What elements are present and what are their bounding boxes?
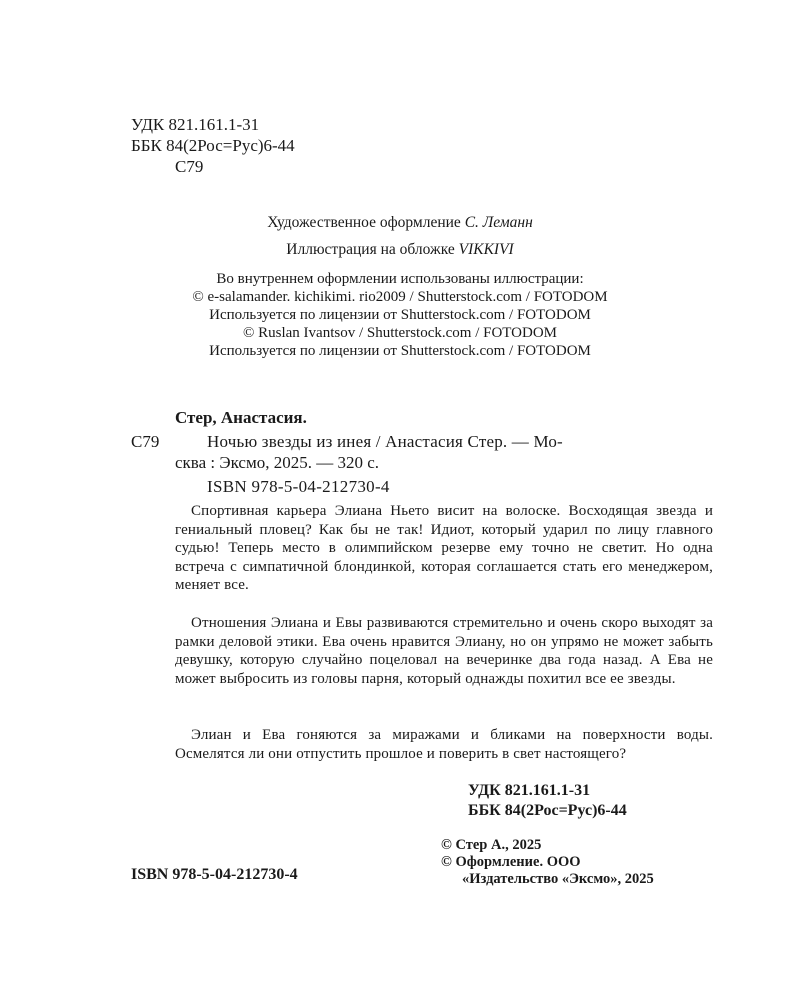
catalog-author: Стер, Анастасия. [175,408,307,427]
udk-code: УДК 821.161.1-31 [131,115,260,134]
catalog-title-line2: сква : Эксмо, 2025. — 320 с. [175,453,380,472]
design-credit [0,214,800,232]
illustration-credit-line: Используется по лицензии от Shutterstock.com / FOTODOM [209,343,591,359]
bottom-udk-code: УДК 821.161.1-31 [468,782,591,799]
designer-name: С. Леманн [464,214,533,231]
copyright-author: © Стер А., 2025 [441,837,542,853]
footer-isbn: ISBN 978-5-04-212730-4 [131,866,298,883]
copyright-design: © Оформление. ООО [441,854,581,870]
design-credit-prefix: Художественное оформление [267,214,465,231]
copyright-publisher: «Издательство «Эксмо», 2025 [462,871,654,887]
annotation-paragraph: Спортивная карьера Элиана Ньето висит на волоске. Восходящая звезда и гениальный пловец? Как бы не так! Идиот, который ударил по лицу главного судью! Теперь место в олимпийском резерве ему точно не светит. Но одна встреча с симпатичной блондинкой, которая соглашается стать его менеджером, меняет все. [175,503,713,594]
catalog-code: С79 [131,432,160,451]
illustration-credit-line: Используется по лицензии от Shutterstock.com / FOTODOM [209,307,591,323]
illustration-credit-line: © Ruslan Ivantsov / Shutterstock.com / FOTODOM [242,325,558,341]
catalog-title-line1: Ночью звезды из инея / Анастасия Стер. — Мо- [207,432,563,451]
illustration-credits [0,270,800,360]
bottom-bbk-code: ББК 84(2Рос=Рус)6-44 [468,802,627,819]
cover-artist-name: VIKKIVI [458,241,514,258]
annotation-paragraph: Отношения Элиана и Евы развиваются стремительно и очень скоро выходят за рамки деловой этики. Ева очень нравится Элиану, но он упрямо не может забыть девушку, которую случайно поцеловал на вечеринке два года назад. А Ева не может выбросить из головы парня, который однажды похитил все ее звезды. [175,615,713,687]
annotation-paragraph: Элиан и Ева гоняются за миражами и бликами на поверхности воды. Осмелятся ли они отпустить прошлое и поверить в свет настоящего? [175,727,713,762]
illustration-credit-line: © e-salamander. kichikimi. rio2009 / Shutterstock.com / FOTODOM [192,289,608,305]
catalog-isbn: ISBN 978-5-04-212730-4 [207,477,390,496]
author-mark: С79 [175,157,204,176]
cover-credit [0,241,800,259]
cover-credit-prefix: Иллюстрация на обложке [286,241,459,258]
illustration-credit-line: Во внутреннем оформлении использованы иллюстрации: [216,271,584,287]
bbk-code: ББК 84(2Рос=Рус)6-44 [131,136,295,155]
